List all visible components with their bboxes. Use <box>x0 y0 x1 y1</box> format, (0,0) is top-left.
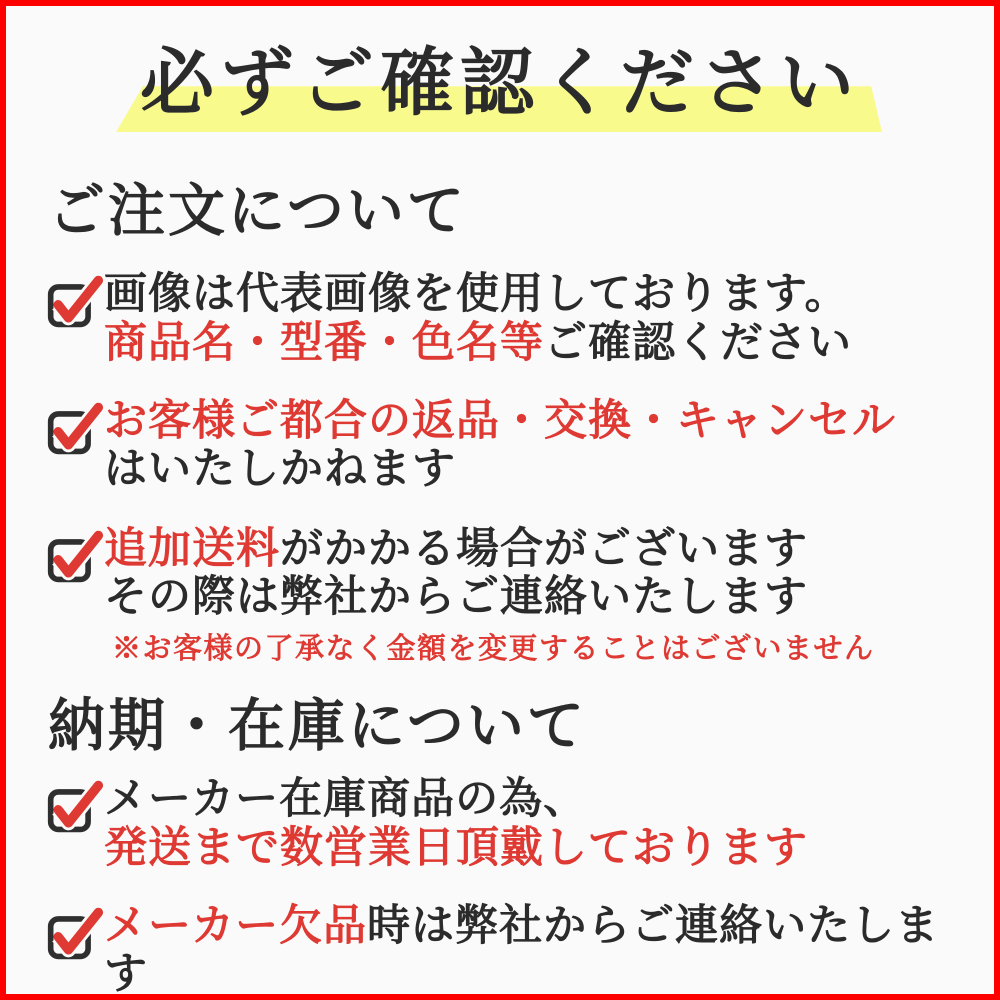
list-item-extra-shipping <box>46 526 956 622</box>
item-line: メーカー在庫商品の為、 <box>104 776 588 824</box>
section-heading-ordering: ご注文について <box>48 180 467 244</box>
item-text <box>104 776 808 872</box>
item-line: その際は弊社からご連絡いたします <box>104 574 808 622</box>
item-line: はいたしかねます <box>104 445 456 493</box>
page-title-text: 必ずご確認ください <box>140 43 860 125</box>
item-line-emphasis: 発送まで数営業日頂戴しております <box>104 824 808 872</box>
checkbox-checked-icon <box>46 400 104 456</box>
price-change-note: ※お客様の了承なく金額を変更することはございません <box>112 633 875 666</box>
content <box>6 176 994 999</box>
item-text <box>104 903 956 999</box>
section-heading-delivery: 納期・在庫について <box>48 695 587 759</box>
checkbox-checked-icon <box>46 273 104 329</box>
item-text <box>104 526 808 622</box>
item-line: がかかる場合がございます <box>280 526 808 574</box>
item-text <box>104 271 852 367</box>
title-row <box>6 36 994 132</box>
item-line: 画像は代表画像を使用しております。 <box>104 271 849 319</box>
item-line: 時は弊社からご連絡いたします <box>104 902 940 998</box>
page-title <box>126 36 874 132</box>
item-line-emphasis: お客様ご都合の返品・交換・キャンセル <box>104 397 896 445</box>
item-line-emphasis: メーカー欠品 <box>104 902 368 950</box>
list-item-maker-shortage <box>46 903 956 999</box>
list-item-no-returns <box>46 398 956 494</box>
list-item-representative-image <box>46 271 956 367</box>
checkbox-checked-icon <box>46 905 104 961</box>
item-line: ご確認ください <box>544 319 852 367</box>
item-line-emphasis: 追加送料 <box>104 526 280 574</box>
item-line-emphasis: 商品名・型番・色名等 <box>104 319 544 367</box>
item-text <box>104 398 896 494</box>
checkbox-checked-icon <box>46 778 104 834</box>
checkbox-checked-icon <box>46 528 104 584</box>
list-item-maker-stock <box>46 776 956 872</box>
